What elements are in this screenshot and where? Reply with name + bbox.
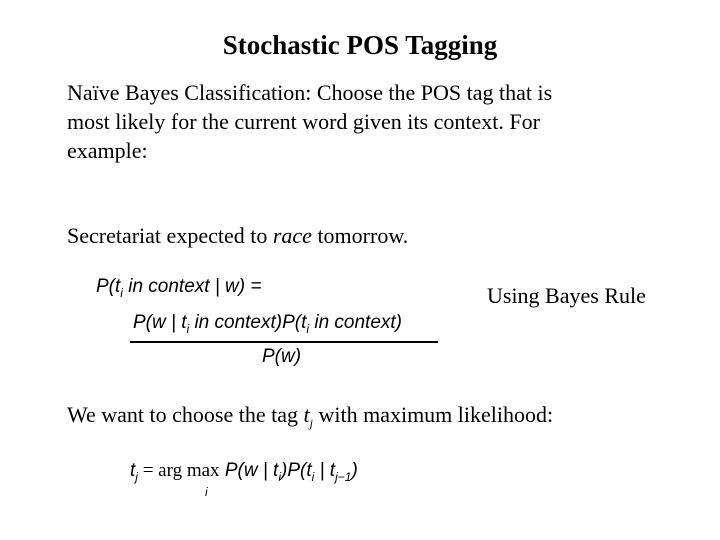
paragraph-line: example: [67, 138, 148, 163]
example-text-after: tomorrow. [311, 223, 409, 248]
maximum-likelihood-sentence: We want to choose the tag $t_j$ with maximum likelihood: [67, 402, 554, 430]
example-sentence [67, 223, 408, 249]
slide-title: Stochastic POS Tagging [222, 30, 498, 60]
formula-lhs: $P(t_i$ in context | w) = [96, 276, 262, 300]
example-emphasis: race [272, 223, 312, 248]
example-text-before: Secretariat expected to [67, 223, 273, 248]
formula-denominator: P(w) [262, 346, 302, 367]
intro-paragraph [67, 78, 657, 165]
formula-numerator: P(w | $t_i$ in $context)P(t_i$ in context) [133, 312, 402, 336]
paragraph-line: most likely for the current word given its context. For [67, 109, 540, 134]
fraction-bar [130, 341, 438, 343]
bayes-rule-label: Using Bayes Rule [487, 283, 646, 308]
argmax-formula: $t_j$ = arg max P(w | $t_i)P(t_i$ | $t_{j-1}$) [130, 460, 358, 484]
argmax-subscript: i [205, 485, 208, 499]
paragraph-line: Naïve Bayes Classification: Choose the POS tag that is [67, 80, 553, 105]
